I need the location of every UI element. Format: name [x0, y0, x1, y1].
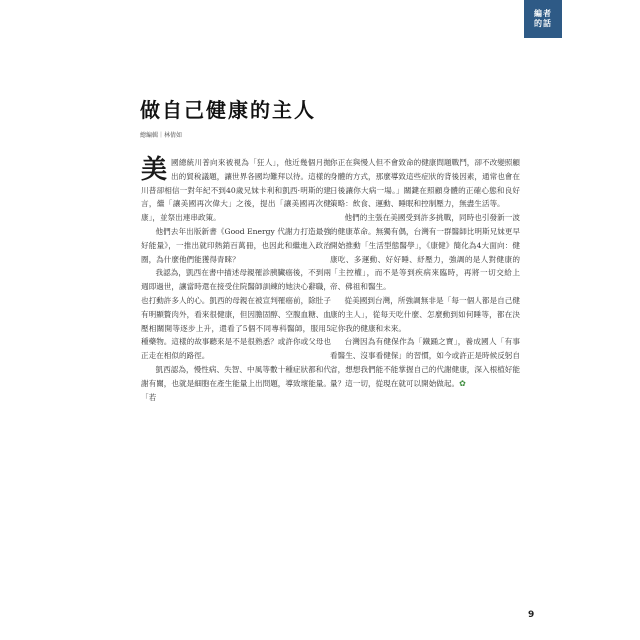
- paragraph-8-text: 台灣因為有健保作為「鐵踊之寶」，養成國人「有事看醫生、沒事看健保」的習慣，如今或許正是時候反躬自省，想想我們能不能掌握自己的代謝健康，深入根植好能量？這一切，從現在就可以開始做起。: [330, 337, 520, 388]
- paragraph-2: 他們去年出版新書《Good Energy 代謝力打造最強好能量》，一推出就印熱銷百萬冊，也因此和繼進入政治圈，為什麼他們能獲得青睞？: [141, 226, 331, 264]
- paragraph-4: 凱西認為，慢性病、失智、中風等數十種症狀都和代謝有關，也就是細胞在產生能量上出問題，導致壞能量。「若: [141, 364, 331, 402]
- article-title: 做自己健康的主人: [140, 98, 316, 122]
- paragraph-5: 你正在與慢人但不會致命的健康問題戰鬥，卻不改變照顧身體的方式，那麼導致這些症狀的背後因素，通常也會在日後讓你大病一場。」關鍵在照顧身體的正確心態和良好策略：飲食、運動、睡眠和控制壓力，無盡生活等。: [330, 158, 520, 209]
- page-number: 9: [528, 610, 535, 620]
- leaf-icon: ✿: [459, 378, 466, 388]
- paragraph-1-text: 國總統川普向來被視為「狂人」，他近幾個月拋出的貿稅議題，讓世界各國均難拜以待。這樣的川普卻相信一對年紀不到40歲兄妹卡利和凱西·明斯的建言，繼「讓美國再次偉大」之後，提出「讓美國再次健康」，並祭出連串政策。: [141, 158, 331, 223]
- section-tab-line1: 編者: [534, 9, 552, 18]
- drop-cap: 美: [141, 155, 168, 185]
- right-column: [330, 156, 520, 391]
- left-column: [141, 156, 331, 404]
- section-tab-line2: 的話: [534, 19, 552, 28]
- paragraph-8: [330, 335, 520, 390]
- paragraph-3: 我認為，凱西在書中描述母親罹診胰臟癌後，不到兩週即過世，讓當時還在接受住院醫師訓練的她決心辭職，也打動許多人的心。凱西的母親在被宣判罹癌前，除肚子有明顯贅肉外，看來很健康，但因膽固醇、空腹血糖、血壓相關開等逐步上升，還看了5個不同專科醫師，服用5種藥物。這樣的故事聽來是不是很熟悉？或許你或父母也正走在相似的路徑。: [141, 268, 331, 361]
- paragraph-1: [141, 156, 331, 225]
- section-tab: [524, 0, 562, 38]
- byline: 總編輯｜林倩如: [140, 132, 183, 139]
- paragraph-6: 他們的主張在美國受到許多挑戰，同時也引發新一波的健康革命。無獨有偶，台灣有一群醫師比明斯兄妹更早開始推動「生活型態醫學」，《康健》簡化為4大面向：健康吃、多運動、好好睡、紓壓力，強調的是人對健康的「主控權」，而不是等到疾病來臨時，再將一切交給上帝、佛祖和醫生。: [330, 213, 520, 292]
- paragraph-7: 從美國到台灣，所強調無非是「每一個人都是自己健康的主人」，從每天吃什麼、怎麼動到如何睡等，都在決定你我的健康和未來。: [330, 295, 520, 333]
